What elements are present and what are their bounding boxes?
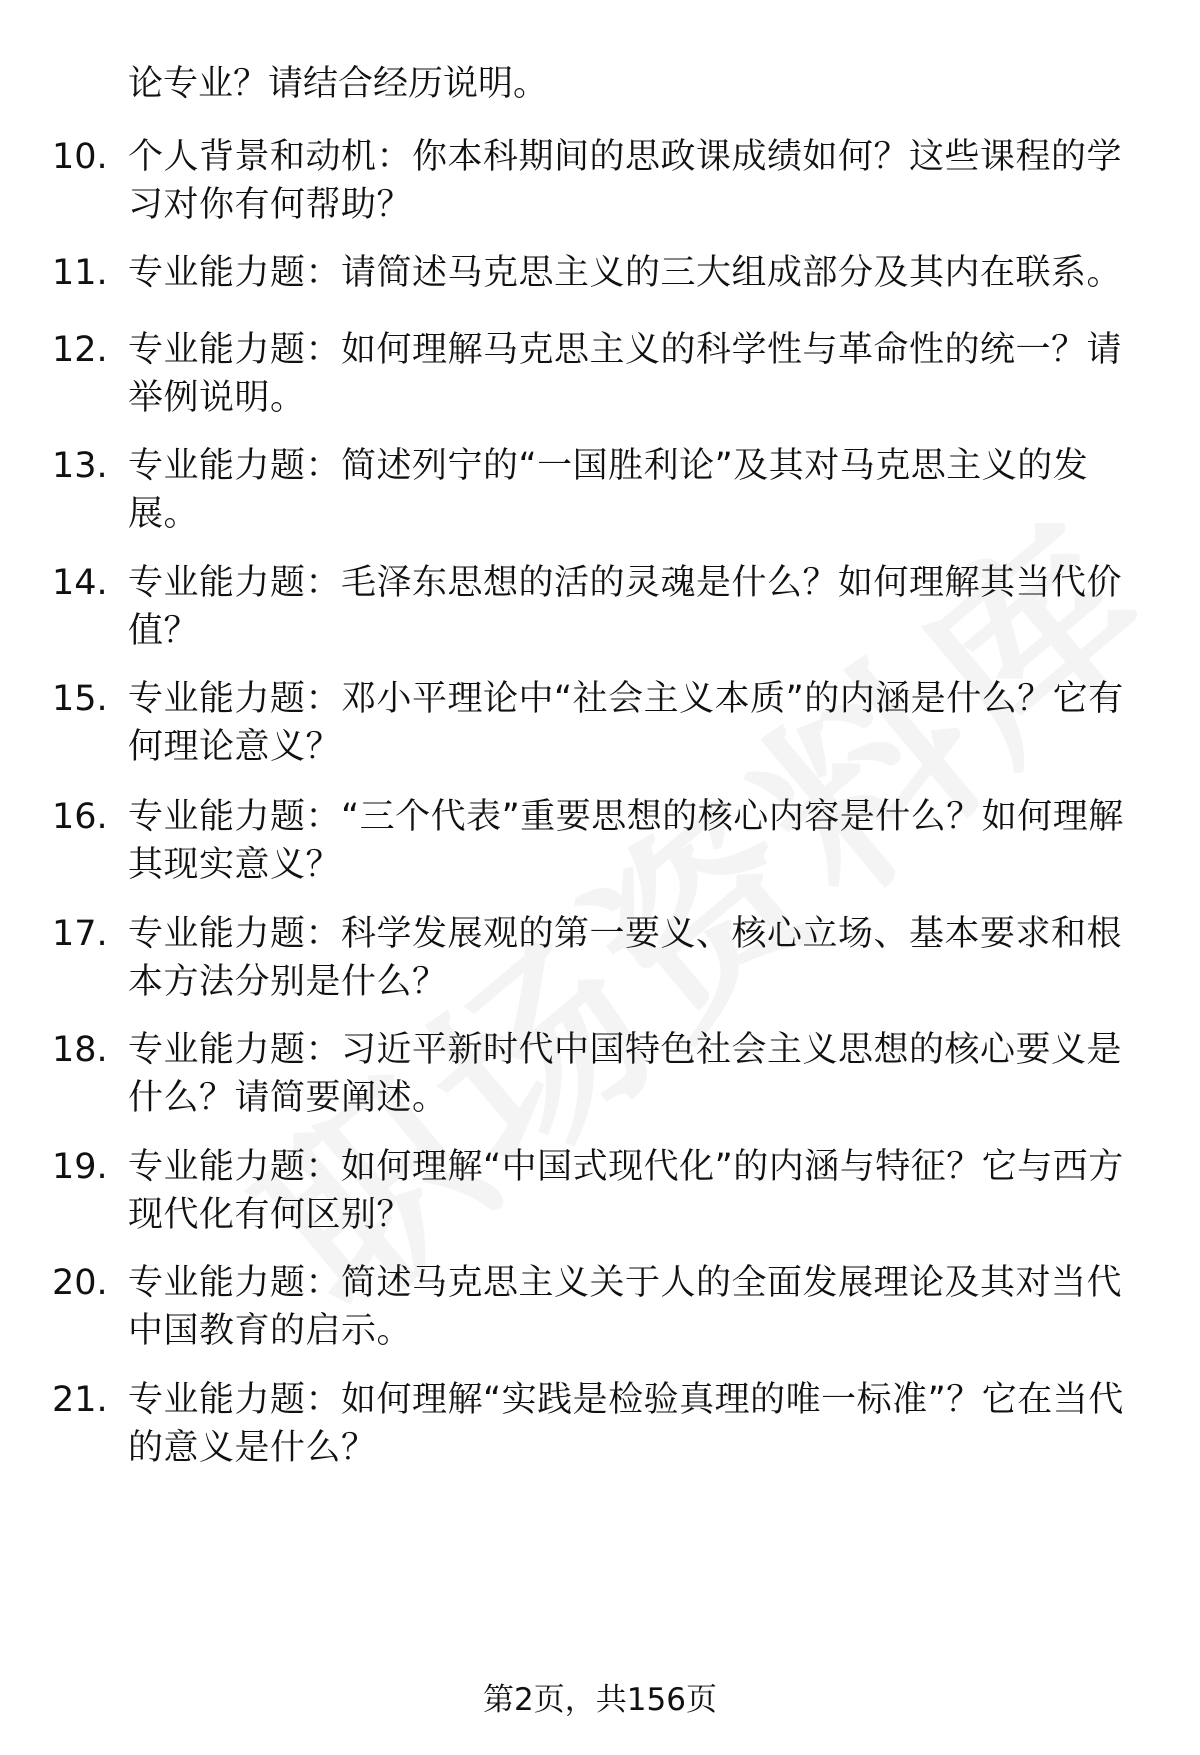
item-text: 个人背景和动机：你本科期间的思政课成绩如何？这些课程的学习对你有何帮助？	[128, 137, 1123, 225]
item-text: 专业能力题：科学发展观的第一要义、核心立场、基本要求和根本方法分别是什么？	[128, 914, 1123, 1002]
item-number: 13.	[52, 446, 108, 486]
item-text: 专业能力题：简述马克思主义关于人的全面发展理论及其对当代中国教育的启示。	[128, 1263, 1123, 1351]
page-number-footer: 第2页，共156页	[483, 1682, 717, 1718]
item-number: 15.	[52, 679, 108, 719]
item-text: 专业能力题：毛泽东思想的活的灵魂是什么？如何理解其当代价值？	[128, 563, 1123, 651]
item-number: 20.	[52, 1263, 108, 1303]
item-text: 专业能力题：请简述马克思主义的三大组成部分及其内在联系。	[128, 253, 1123, 293]
continuation-text: 论专业？请结合经历说明。	[128, 64, 549, 104]
item-text: 专业能力题：如何理解马克思主义的科学性与革命性的统一？请举例说明。	[128, 330, 1123, 418]
item-text: 专业能力题：如何理解“中国式现代化”的内涵与特征？它与西方现代化有何区别？	[128, 1147, 1124, 1235]
item-text: 专业能力题：“三个代表”重要思想的核心内容是什么？如何理解其现实意义？	[128, 797, 1124, 885]
item-number: 18.	[52, 1030, 108, 1070]
item-number: 19.	[52, 1147, 108, 1187]
item-number: 17.	[52, 914, 108, 954]
item-number: 16.	[52, 797, 108, 837]
item-text: 专业能力题：简述列宁的“一国胜利论”及其对马克思主义的发展。	[128, 446, 1089, 534]
item-text: 专业能力题：如何理解“实践是检验真理的唯一标准”？它在当代的意义是什么？	[128, 1380, 1124, 1468]
item-number: 11.	[52, 253, 108, 293]
item-text: 专业能力题：习近平新时代中国特色社会主义思想的核心要义是什么？请简要阐述。	[128, 1030, 1123, 1118]
item-number: 14.	[52, 563, 108, 603]
item-number: 10.	[52, 137, 108, 177]
item-text: 专业能力题：邓小平理论中“社会主义本质”的内涵是什么？它有何理论意义？	[128, 679, 1124, 767]
item-number: 21.	[52, 1380, 108, 1420]
item-number: 12.	[52, 330, 108, 370]
